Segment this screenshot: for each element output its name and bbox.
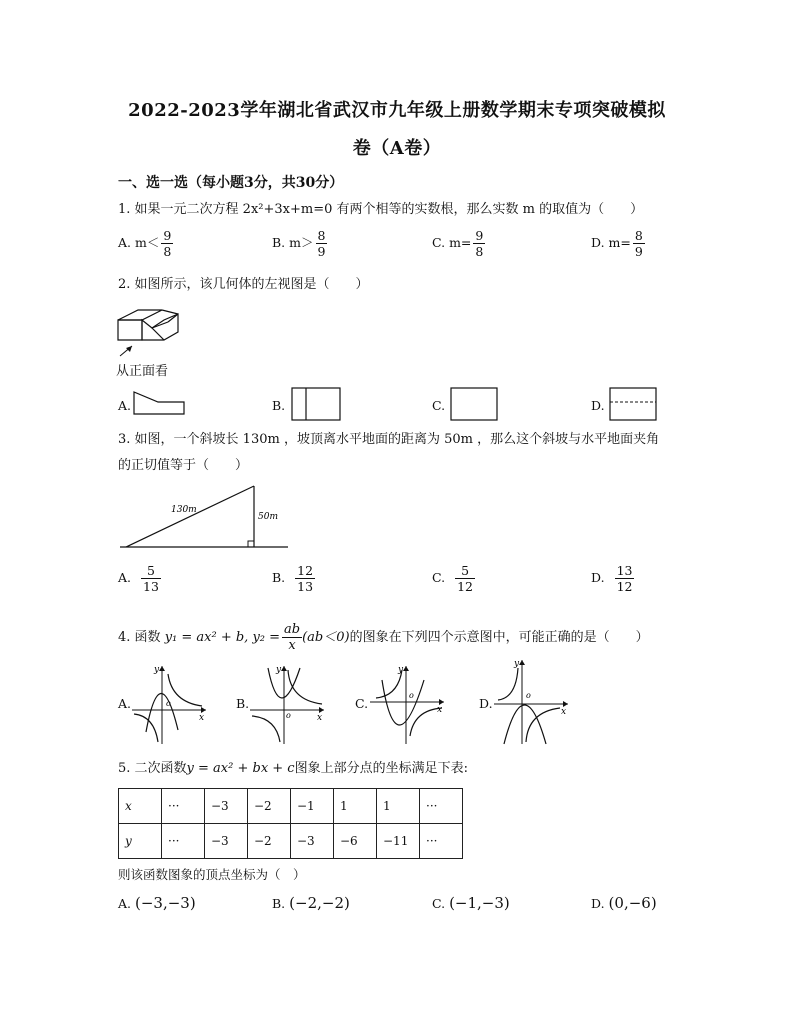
question-5-stem: 5. 二次函数y = ax² + bx + c图象上部分点的坐标满足下表:: [118, 761, 468, 776]
table-cell: ···: [162, 789, 205, 824]
q2-option-b[interactable]: B.: [272, 398, 286, 413]
q3-slope-figure: [116, 482, 296, 552]
table-cell: −3: [205, 824, 248, 859]
q4-option-b[interactable]: B.: [236, 696, 250, 711]
q5-option-d[interactable]: D. (0,−6): [591, 894, 657, 912]
q1-option-a[interactable]: A. m＜ $\frac{9}{8}$: [118, 228, 172, 259]
q4-option-c[interactable]: C.: [355, 696, 369, 711]
table-cell: ···: [420, 789, 463, 824]
table-cell: −2: [248, 824, 291, 859]
q2-option-d-figure: [608, 386, 660, 422]
table-cell: y: [119, 824, 162, 859]
table-cell: ···: [162, 824, 205, 859]
question-3-stem-line2: 的正切值等于（ ）: [118, 458, 249, 473]
q5-after-text: 则该函数图象的顶点坐标为（ ）: [118, 867, 306, 882]
svg-text:x: x: [317, 713, 323, 723]
q1-option-b[interactable]: B. m＞ $\frac{8}{9}$: [272, 228, 326, 259]
question-1-stem: 1. 如果一元二次方程 2x²+3x+m=0 有两个相等的实数根，那么实数 m 的取值为（ ）: [118, 202, 644, 217]
question-3-stem-line1: 3. 如图，一个斜坡长 130m ，坡顶离水平地面的距离为 50m ，那么这个斜坡与水平地面夹角: [118, 432, 660, 447]
svg-text:o: o: [166, 699, 171, 708]
q2-option-a[interactable]: A.: [118, 398, 132, 413]
q2-solid-figure: [112, 298, 192, 358]
table-cell: −2: [248, 789, 291, 824]
table-cell: −3: [291, 824, 334, 859]
q3-option-a[interactable]: A. $\frac{5}{13}$: [118, 563, 159, 594]
q4-graph-b: [246, 660, 330, 748]
q4-option-d[interactable]: D.: [479, 696, 493, 711]
table-cell: x: [119, 789, 162, 824]
table-cell: 1: [334, 789, 377, 824]
q3-option-d[interactable]: D. $\frac{13}{12}$: [591, 563, 633, 594]
question-2-stem: 2. 如图所示，该几何体的左视图是（ ）: [118, 277, 369, 292]
svg-text:y: y: [514, 659, 520, 669]
q2-caption: 从正面看: [116, 364, 169, 379]
q5-option-c[interactable]: C. (−1,−3): [432, 894, 510, 912]
page-title-line2: 卷（A卷）: [352, 138, 442, 159]
q1-option-c[interactable]: C. m= $\frac{9}{8}$: [432, 228, 484, 259]
q4-graph-d: [490, 656, 574, 748]
q4-option-a[interactable]: A.: [118, 696, 132, 711]
svg-text:o: o: [409, 691, 414, 700]
table-cell: −1: [291, 789, 334, 824]
q1-option-d[interactable]: D. m= $\frac{8}{9}$: [591, 228, 643, 259]
svg-text:x: x: [561, 707, 567, 717]
table-cell: 1: [377, 789, 420, 824]
q2-option-a-figure: [126, 388, 188, 418]
q5-option-b[interactable]: B. (−2,−2): [272, 894, 350, 912]
table-cell: −6: [334, 824, 377, 859]
page-title: 2022-2023学年湖北省武汉市九年级上册数学期末专项突破模拟: [128, 100, 666, 121]
q4-graph-a: [128, 660, 212, 748]
table-cell: ···: [420, 824, 463, 859]
q2-option-c-figure: [449, 386, 501, 422]
q4-graph-c: [366, 660, 450, 748]
svg-text:y: y: [398, 665, 404, 675]
table-cell: −3: [205, 789, 248, 824]
q2-option-b-figure: [290, 386, 344, 422]
section-heading: 一、选一选（每小题3分，共30分）: [118, 175, 344, 191]
q5-table: [118, 788, 463, 859]
table-row: [119, 789, 463, 824]
q3-option-b[interactable]: B. $\frac{12}{13}$: [272, 563, 314, 594]
table-row: [119, 824, 463, 859]
q3-leg-label: 50m: [258, 512, 278, 522]
table-cell: −11: [377, 824, 420, 859]
svg-text:o: o: [286, 711, 291, 720]
q5-option-a[interactable]: A. (−3,−3): [118, 894, 196, 912]
q2-option-d[interactable]: D.: [591, 398, 605, 413]
q3-option-c[interactable]: C. $\frac{5}{12}$: [432, 563, 473, 594]
svg-text:y: y: [276, 665, 282, 675]
svg-text:x: x: [437, 705, 443, 715]
svg-text:o: o: [526, 691, 531, 700]
q3-hyp-label: 130m: [171, 505, 197, 515]
q2-option-c[interactable]: C.: [432, 398, 446, 413]
question-4-stem: 4. 函数 y₁ = ax² + b, y₂ = $\frac{ab}{x}$ (ab＜0)的图象在下列四个示意图中，可能正确的是（ ）: [118, 622, 649, 653]
svg-text:y: y: [154, 665, 160, 675]
svg-text:x: x: [199, 713, 205, 723]
